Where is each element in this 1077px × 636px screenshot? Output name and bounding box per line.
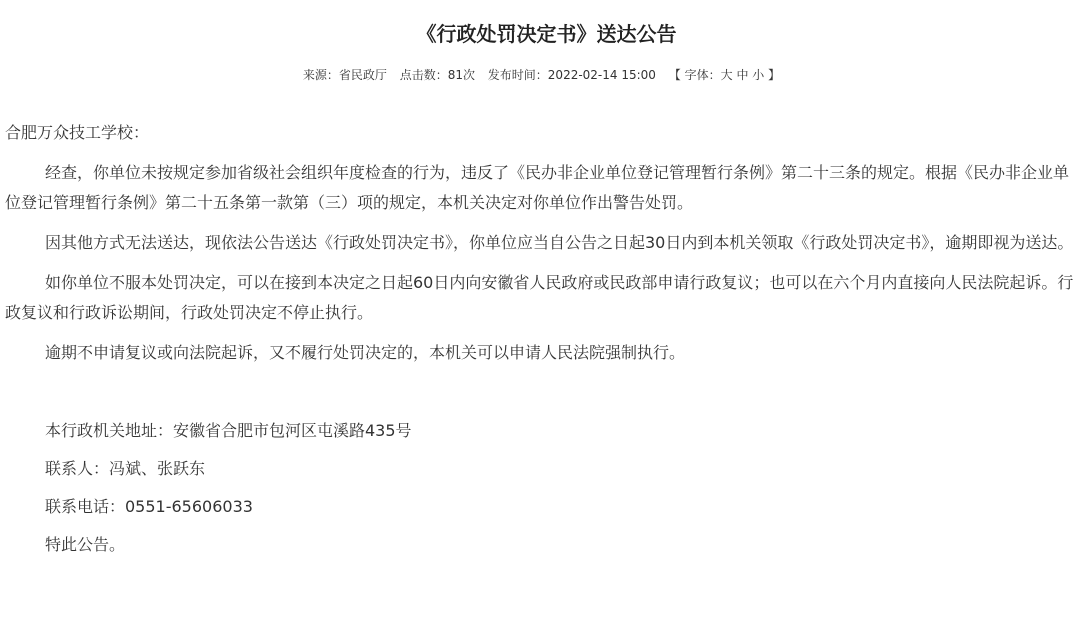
article-meta [0, 66, 1077, 83]
font-size-open: 【 字体： [668, 68, 721, 82]
font-size-large-link[interactable]: 大 [720, 68, 733, 82]
agency-address: 本行政机关地址：安徽省合肥市包河区屯溪路435号 [45, 421, 412, 440]
spacer [5, 378, 1077, 416]
page-title: 《行政处罚决定书》送达公告 [416, 22, 677, 46]
meta-source: 来源：省民政厅 [302, 68, 387, 82]
font-size-close: 】 [768, 68, 781, 82]
paragraph-appeal: 如你单位不服本处罚决定，可以在接到本决定之日起60日内向安徽省人民政府或民政部申请行政复议；也可以在六个月内直接向人民法院起诉。行政复议和行政诉讼期间，行政处罚决定不停止执行。 [5, 273, 1074, 322]
paragraph-enforcement: 逾期不申请复议或向法院起诉，又不履行处罚决定的，本机关可以申请人民法院强制执行。 [45, 343, 686, 362]
meta-published: 发布时间：2022-02-14 15:00 [487, 68, 656, 82]
closing-statement: 特此公告。 [45, 535, 126, 554]
meta-clicks: 点击数：81次 [399, 68, 475, 82]
contact-person: 联系人：冯斌、张跃东 [45, 459, 206, 478]
article-body [5, 118, 1077, 568]
paragraph-service: 因其他方式无法送达，现依法公告送达《行政处罚决定书》，你单位应当自公告之日起30日内到本机关领取《行政处罚决定书》，逾期即视为送达。 [45, 233, 1074, 252]
font-size-small-link[interactable]: 小 [752, 68, 765, 82]
contact-phone: 联系电话：0551-65606033 [45, 497, 253, 516]
greeting: 合肥万众技工学校： [5, 123, 150, 142]
paragraph-findings: 经查，你单位未按规定参加省级社会组织年度检查的行为，违反了《民办非企业单位登记管理暂行条例》第二十三条的规定。根据《民办非企业单位登记管理暂行条例》第二十五条第一款第（三）项的规定，本机关决定对你单位作出警告处罚。 [5, 163, 1070, 212]
font-size-selector [669, 66, 780, 83]
font-size-medium-link[interactable]: 中 [736, 68, 749, 82]
